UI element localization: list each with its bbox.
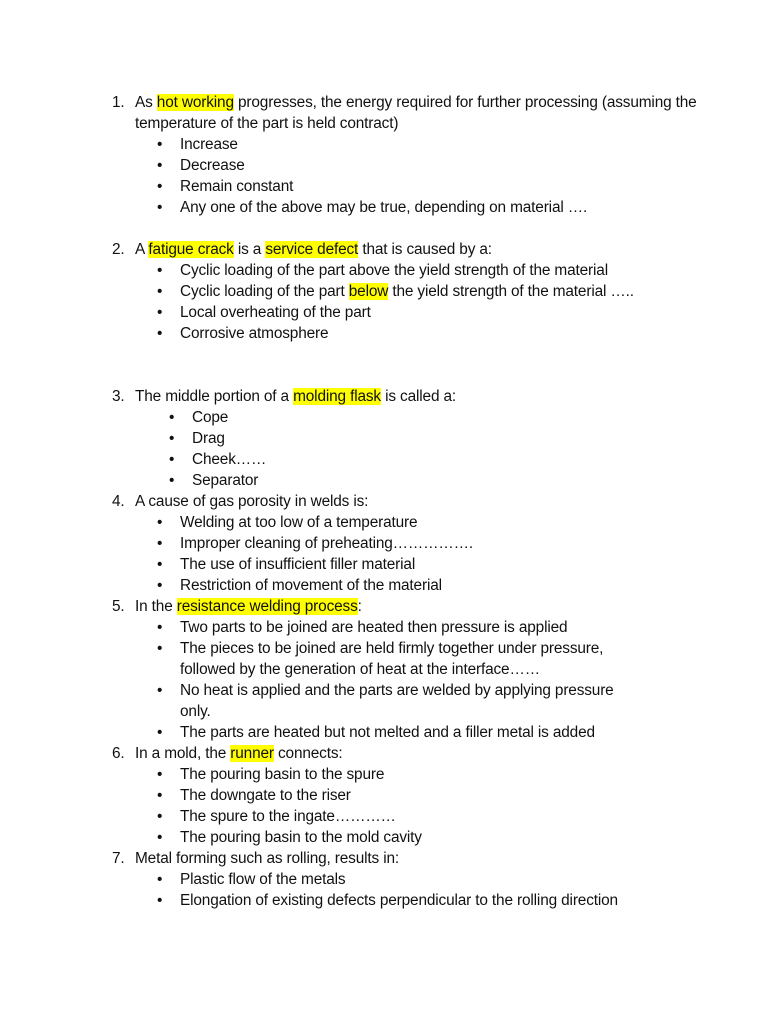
question-text: Metal forming such as rolling, results in:	[135, 850, 399, 867]
question-text: In a mold, the runner connects:	[135, 745, 343, 762]
bullet-icon: •	[157, 283, 163, 300]
bullet-icon: •	[157, 787, 163, 804]
question-5	[0, 596, 768, 617]
list-item: • The downgate to the riser	[157, 787, 351, 804]
bullet-icon: •	[157, 514, 163, 531]
question-number: 7.	[112, 850, 125, 867]
bullet-icon: •	[157, 766, 163, 783]
list-item: • Any one of the above may be true, depending on material ….	[157, 199, 588, 216]
list-item: • Local overheating of the part	[157, 304, 371, 321]
highlight: resistance welding process	[176, 598, 358, 615]
bullet-icon: •	[157, 556, 163, 573]
list-item: • Cyclic loading of the part above the yield strength of the material	[157, 262, 608, 279]
list-item: • Improper cleaning of preheating…………….	[157, 535, 473, 552]
highlight: molding flask	[293, 388, 381, 405]
list-item: • Plastic flow of the metals	[157, 871, 346, 888]
list-item: • The parts are heated but not melted and a filler metal is added	[157, 724, 595, 741]
options-list	[0, 869, 768, 911]
highlight: hot working	[156, 94, 234, 111]
bullet-icon: •	[157, 157, 163, 174]
question-6	[0, 743, 768, 764]
question-text: A fatigue crack is a service defect that is caused by a:	[135, 241, 492, 258]
highlight: fatigue crack	[148, 241, 234, 258]
list-item: • Cheek……	[169, 451, 267, 468]
highlight: runner	[230, 745, 274, 762]
bullet-icon: •	[169, 430, 175, 447]
question-1	[0, 92, 768, 134]
question-number: 4.	[112, 493, 125, 510]
list-item: • No heat is applied and the parts are welded by applying pressure only.	[157, 682, 614, 720]
question-text: In the resistance welding process:	[135, 598, 362, 615]
list-item: • Separator	[169, 472, 259, 489]
list-item: • Increase	[157, 136, 238, 153]
bullet-icon: •	[169, 409, 175, 426]
options-list	[0, 617, 768, 743]
bullet-icon: •	[157, 325, 163, 342]
options-list	[0, 407, 768, 491]
bullet-icon: •	[157, 577, 163, 594]
document-page	[0, 92, 768, 911]
bullet-icon: •	[157, 136, 163, 153]
list-item: • Drag	[169, 430, 225, 447]
list-item: • Cope	[169, 409, 229, 426]
list-item: • Restriction of movement of the material	[157, 577, 442, 594]
question-number: 1.	[112, 94, 125, 111]
bullet-icon: •	[157, 262, 163, 279]
question-number: 6.	[112, 745, 125, 762]
question-3	[0, 386, 768, 407]
bullet-icon: •	[157, 682, 163, 699]
question-number: 2.	[112, 241, 125, 258]
list-item: • Remain constant	[157, 178, 294, 195]
bullet-icon: •	[169, 451, 175, 468]
list-item: • The pieces to be joined are held firmly together under pressure, followed by the generation of heat at the interface……	[157, 640, 604, 678]
bullet-icon: •	[157, 535, 163, 552]
question-7	[0, 848, 768, 869]
question-number: 3.	[112, 388, 125, 405]
question-2	[0, 239, 768, 260]
spacer	[0, 344, 768, 386]
question-text: As hot working progresses, the energy required for further processing (assuming the temperature of the part is held contract)	[135, 94, 697, 132]
options-list	[0, 512, 768, 596]
bullet-icon: •	[157, 304, 163, 321]
list-item: • Two parts to be joined are heated then pressure is applied	[157, 619, 568, 636]
bullet-icon: •	[157, 199, 163, 216]
bullet-icon: •	[157, 808, 163, 825]
list-item: • The use of insufficient filler material	[157, 556, 416, 573]
bullet-icon: •	[157, 829, 163, 846]
question-number: 5.	[112, 598, 125, 615]
bullet-icon: •	[157, 619, 163, 636]
bullet-icon: •	[157, 178, 163, 195]
list-item: • Elongation of existing defects perpendicular to the rolling direction	[157, 892, 618, 909]
bullet-icon: •	[157, 871, 163, 888]
bullet-icon: •	[157, 640, 163, 657]
options-list	[0, 134, 768, 218]
question-text: The middle portion of a molding flask is called a:	[135, 388, 457, 405]
list-item: • Welding at too low of a temperature	[157, 514, 418, 531]
spacer	[0, 218, 768, 239]
highlight: service defect	[265, 241, 359, 258]
highlight: below	[348, 283, 389, 300]
options-list	[0, 260, 768, 344]
question-4	[0, 491, 768, 512]
list-item: • Decrease	[157, 157, 245, 174]
list-item: • The spure to the ingate…………	[157, 808, 396, 825]
bullet-icon: •	[169, 472, 175, 489]
bullet-icon: •	[157, 724, 163, 741]
list-item: • Corrosive atmosphere	[157, 325, 329, 342]
list-item: • The pouring basin to the mold cavity	[157, 829, 422, 846]
list-item: • Cyclic loading of the part below the yield strength of the material …..	[157, 283, 634, 300]
question-text: A cause of gas porosity in welds is:	[135, 493, 369, 510]
options-list	[0, 764, 768, 848]
list-item: • The pouring basin to the spure	[157, 766, 385, 783]
bullet-icon: •	[157, 892, 163, 909]
